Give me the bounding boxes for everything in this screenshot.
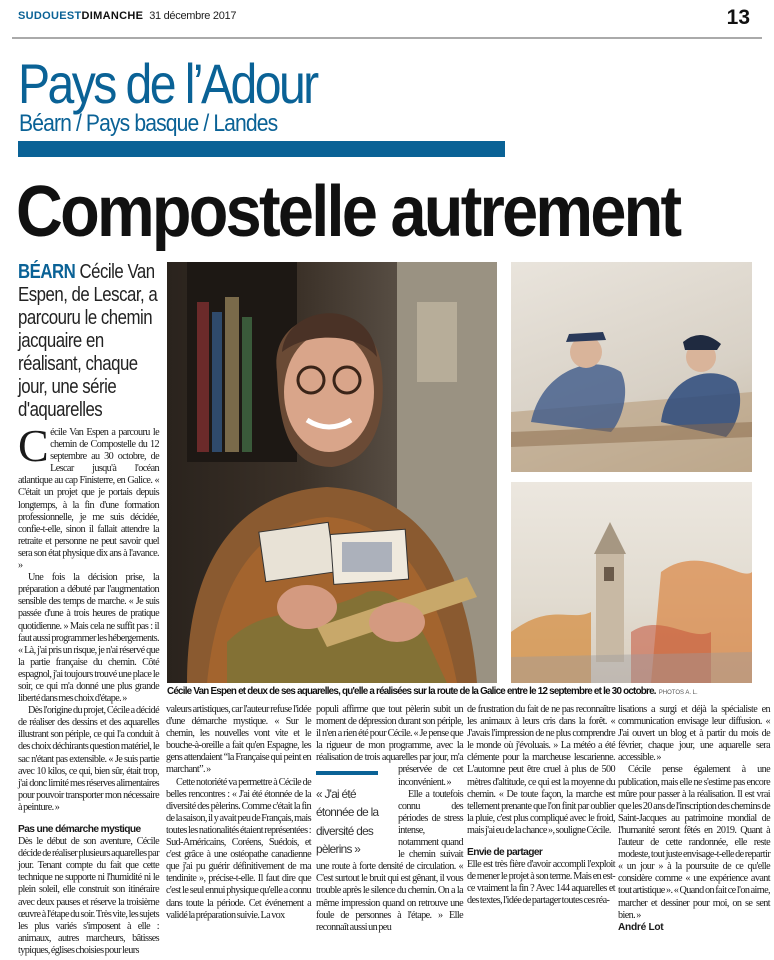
caption-text: Cécile Van Espen et deux de ses aquarelles, qu'elle a réalisées sur la route de la Galice entre le 12 septembre et le 30 octobre. [167, 686, 656, 697]
brand-sudouest: SUDOUEST [18, 10, 82, 22]
location-tag: BÉARN [18, 260, 76, 283]
paragraph: Cette notoriété va permettre à Cécile de belles rencontres : « J'ai été étonnée de la diversité des pèlerins. Comme c'était la fin de la saison, il y avait peu de Français, mais toutes les nationalités étaient représentées : Sud-Américains, Coréens, Suédois, et c'est grâce à une ostéopathe canadienne que j'ai pu guérir définitivement de ma tendinite », précise-t-elle. Il faut dire que c'est le seul ennui physique qu'elle a connu dans toute la période. Cet événement a validé la préparation suivie. La vox [166, 776, 311, 921]
section-title: Pays de l’Adour [18, 52, 317, 115]
pull-quote-bar [316, 771, 378, 775]
issue-date: 31 décembre 2017 [149, 10, 237, 22]
standfirst-text: Cécile Van Espen, de Lescar, a parcouru le chemin jacquaire en réalisant, chaque jour, une série d'aquarelles [18, 260, 158, 421]
photo-credit: PHOTOS A. L. [658, 690, 698, 696]
paragraph: valeurs artistiques, car l'auteur refuse l'idée d'une démarche mystique. « Sur le chemin, les nouvelles vont vite et le bouche-à-oreille a fait qu'en Espagne, les gens attendaient “la Française qui peint en marchant”. » [166, 704, 311, 776]
portrait-photo [167, 262, 497, 683]
subheading: Pas une démarche mystique [18, 824, 141, 835]
paragraph: Cécile pense également à une publication, mais elle ne s'estime pas encore mûre pour passer à la réalisation. Il est vrai que les 20 ans de l'inscription des chemins de Saint-Jacques au patrimoine mondial de l'humanité seront fêtés en 2019. Quant à l'auteur de cette randonnée, elle reste modeste, tout juste envisage-t-elle de repartir « un jour » à la poursuite de ce qu'elle considère comme « une expérience avant tout artistique ». « Quand on fait ce l'on aime, marcher et dessiner pour moi, on se sent bien. » [618, 764, 770, 921]
paragraph: populi affirme que tout pèlerin subit un moment de dépression durant son périple, il n'en a rien été pour Cécile. « Je pense que la rigueur de mon programme, avec la réalisation de trois aquarelles par jour, m'a préservée de cet inconvénient. » [316, 704, 463, 788]
pull-quote [316, 767, 392, 858]
article-column-3 [316, 704, 463, 934]
paragraph: Elle est très fière d'avoir accompli l'exploit de mener le projet à son terme. Mais en est-ce vraiment la fin ? Avec 144 aquarelles et des textes, l'idée de partager toutes ces réa- [467, 859, 615, 907]
left-column [18, 260, 159, 957]
section-subtitle: Béarn / Pays basque / Landes [19, 110, 278, 137]
article-column-4 [467, 704, 615, 908]
drop-cap: C [18, 420, 49, 471]
photo-caption [167, 686, 770, 699]
paragraph: Une fois la décision prise, la préparation a débuté par l'augmentation sensible des temps de marche. « Je suis passée d'une à trois heures de pratique quotidienne. » Mais cela ne suffit pas : il faut aussi programmer les hébergements. « Là, j'ai pris un risque, je n'ai réservé que la partie française du chemin. Côté espagnol, j'ai toujours trouvé une place le soir, ce qui m'a donné une plus grande liberté dans mes choix d'étape. » [18, 572, 159, 705]
paragraph [18, 420, 159, 572]
brand-dimanche: DIMANCHE [81, 10, 144, 22]
paragraph-text: écile Van Espen a parcouru le chemin de Compostelle du 12 septembre au 30 octobre, de Lescar jusqu'à l'océan atlantique au cap Finisterre, en Galice. « C'était un projet que je portais depuis longtemps, à la fin d'une formation professionnelle, je me suis décidée, confie-t-elle, sinon il fallait attendre la retraite et personne ne peut savoir quel sera son état physique dix ans à l'avance. » [18, 427, 159, 572]
paragraph: Dès l'origine du projet, Cécile a décidé de réaliser des dessins et des aquarelles illustrant son périple, ce qui l'a conduit à des choix déchirants question matériel, le sac n'étant pas extensible. « Je suis partie avec 10 kilos, ce qui, bien sûr, était trop, j'ai donc limité mes réserves alimentaires pour pouvoir transporter mon nécessaire à peinture. » [18, 705, 159, 813]
watercolor-pilgrims-illustration [511, 262, 752, 472]
paragraph: de frustration du fait de ne pas reconnaître les animaux à leurs cris dans la forêt. « J'avais l'impression de ne plus comprendre le monde où j'évoluais. » La météo a été clémente pour la marcheuse lescarienne. L'automne peut être cruel à plus de 500 mètres d'altitude, ce qui est la moyenne du chemin. « De toute façon, la marche est tellement prenante que l'on finit par oublier la pluie, c'est plus compliqué avec le froid, mais j'ai eu de la chance », souligne Cécile. [467, 704, 615, 836]
watercolor-church-illustration [511, 482, 752, 683]
pull-quote-text: « J'ai été étonnée de la diversité des pèlerins » [316, 787, 379, 856]
paragraph: lisations a surgi et déjà la spécialiste en communication envisage leur diffusion. « J'ai ouvert un blog et à partir du mois de février, chaque jour, une aquarelle sera accessible. » [618, 704, 770, 764]
article-column-5 [618, 704, 770, 934]
article-column-1 [18, 420, 159, 957]
paragraph: Elle a toutefois connu des périodes de stress intense, notamment quand le chemin suivait une route à forte densité de circulation. « C'est surtout le bruit qui est gênant, il vous trouble après le silence du chemin. On a la même impression quand on retrouve une foule de personnes à l'étape. » Elle reconnaît aussi un peu [316, 788, 463, 933]
portrait-illustration [167, 262, 497, 683]
section-bar [18, 141, 505, 157]
subheading: Envie de partager [467, 847, 543, 859]
standfirst [18, 260, 161, 421]
paragraph: Dès le début de son aventure, Cécile décide de réaliser plusieurs aquarelles par jour. Tenant compte du fait que cette technique ne supporte ni l'humidité ni le plein soleil, elle construit son itinéraire avec deux pauses et réserve la troisième œuvre à l'étape du soir. Très vite, les sujets les plus variés s'imposent à elle : animaux, autres marcheurs, bâtisses typiques, églises choisies pour leurs [18, 836, 159, 956]
masthead [18, 10, 236, 22]
watercolor-pilgrims [511, 262, 752, 472]
top-divider [12, 37, 762, 39]
headline: Compostelle autrement [16, 172, 680, 252]
author-byline: André Lot [618, 921, 664, 933]
page-number: 13 [726, 6, 750, 29]
lower-section [166, 686, 770, 933]
watercolor-church [511, 482, 752, 683]
article-column-2 [166, 704, 311, 922]
